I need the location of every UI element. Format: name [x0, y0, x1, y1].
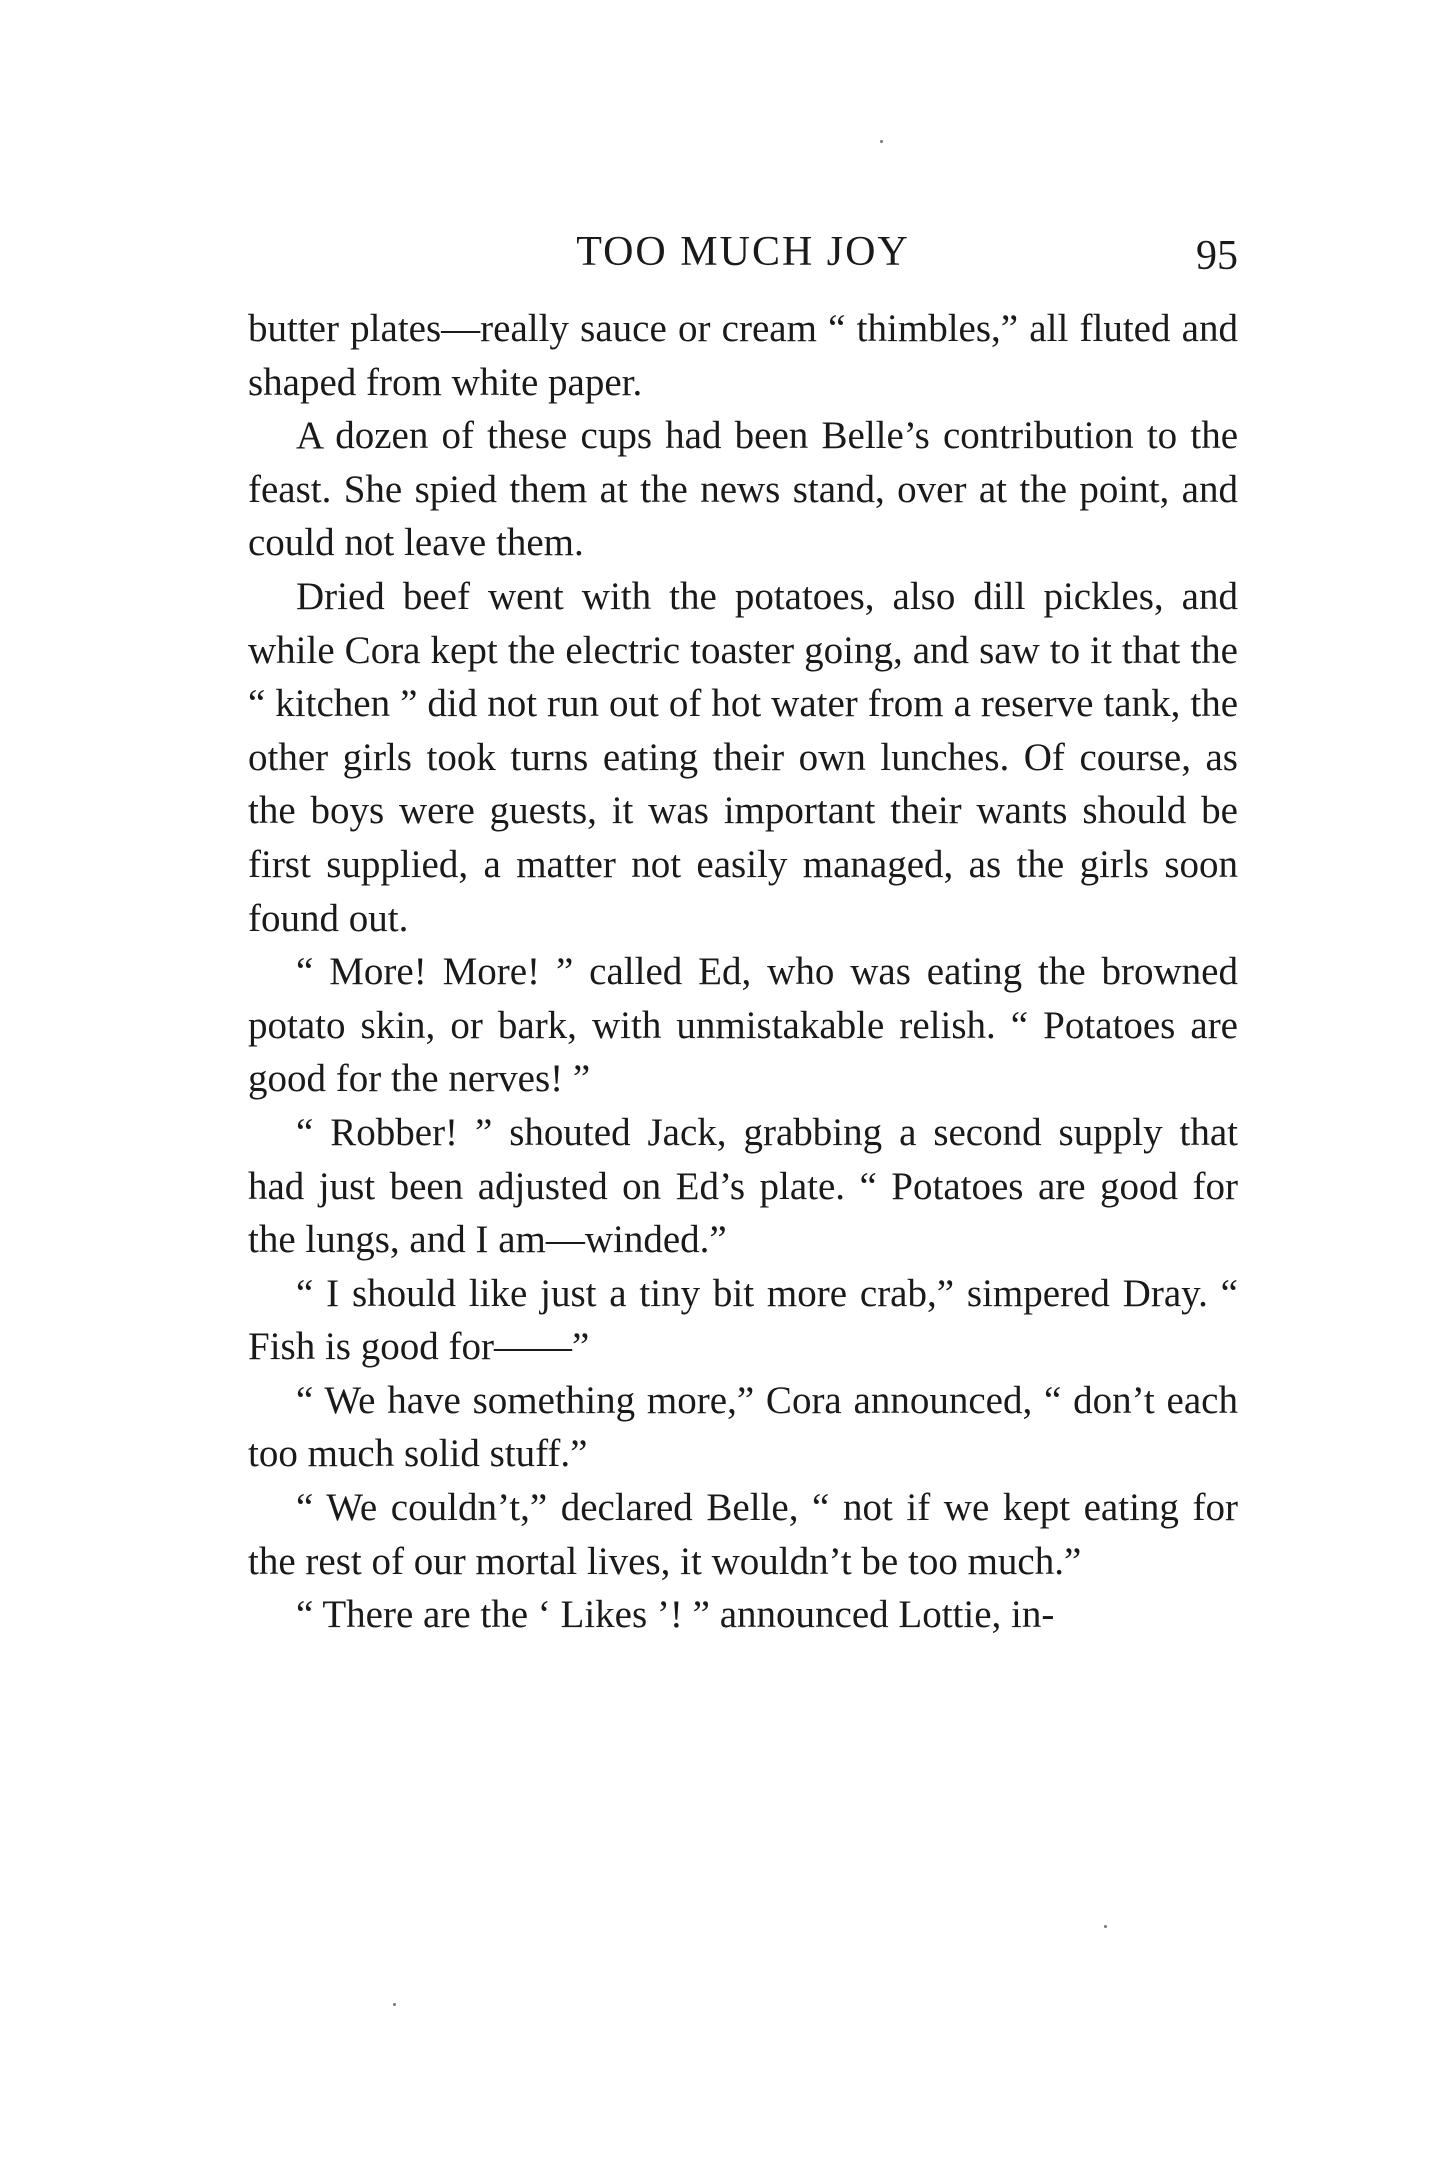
- paragraph-we-couldnt: “ We couldn’t,” declared Belle, “ not if we kept eating for the rest of our mortal lives, it wouldn’t be too much.”: [248, 1486, 1238, 1583]
- paragraph-crab: “ I should like just a tiny bit more crab,” simpered Dray. “ Fish is good for——”: [248, 1271, 1238, 1369]
- paragraph-butter-plates: butter plates—really sauce or cream “ thimbles,” all fluted and shaped from white paper.: [248, 307, 1238, 404]
- paragraph-dozen-cups: A dozen of these cups had been Belle’s contribution to the feast. She spied them at the news stand, over at the point, and could not leave them.: [248, 414, 1238, 565]
- body-text: [248, 302, 1238, 1642]
- paper-speck: [393, 2003, 396, 2006]
- paragraph-more-more: “ More! More! ” called Ed, who was eating the browned potato skin, or bark, with unmistakable relish. “ Potatoes are good for the nerves! ”: [248, 950, 1238, 1101]
- paper-speck: [880, 140, 883, 143]
- paper-speck: [1104, 1925, 1107, 1928]
- paragraph-likes: “ There are the ‘ Likes ’! ” announced Lottie, in-: [296, 1593, 1055, 1637]
- paragraph-robber: “ Robber! ” shouted Jack, grabbing a second supply that had just been adjusted on Ed’s plate. “ Potatoes are good for the lungs, and I am—winded.”: [248, 1110, 1238, 1262]
- running-title: TOO MUCH JOY: [576, 229, 910, 275]
- running-head: [248, 222, 1238, 282]
- paragraph-something-more: “ We have something more,” Cora announced, “ don’t each too much solid stuff.”: [248, 1378, 1238, 1476]
- paragraph-dried-beef: Dried beef went with the potatoes, also dill pickles, and while Cora kept the electric toaster going, and saw to it that the “ kitchen ” did not run out of hot water from a reserve tank, the other girls took turns eating their own lunches. Of course, as the boys were guests, it was important their wants should be first supplied, a matter not easily managed, as the girls soon found out.: [248, 574, 1238, 940]
- page-number: 95: [1196, 233, 1238, 279]
